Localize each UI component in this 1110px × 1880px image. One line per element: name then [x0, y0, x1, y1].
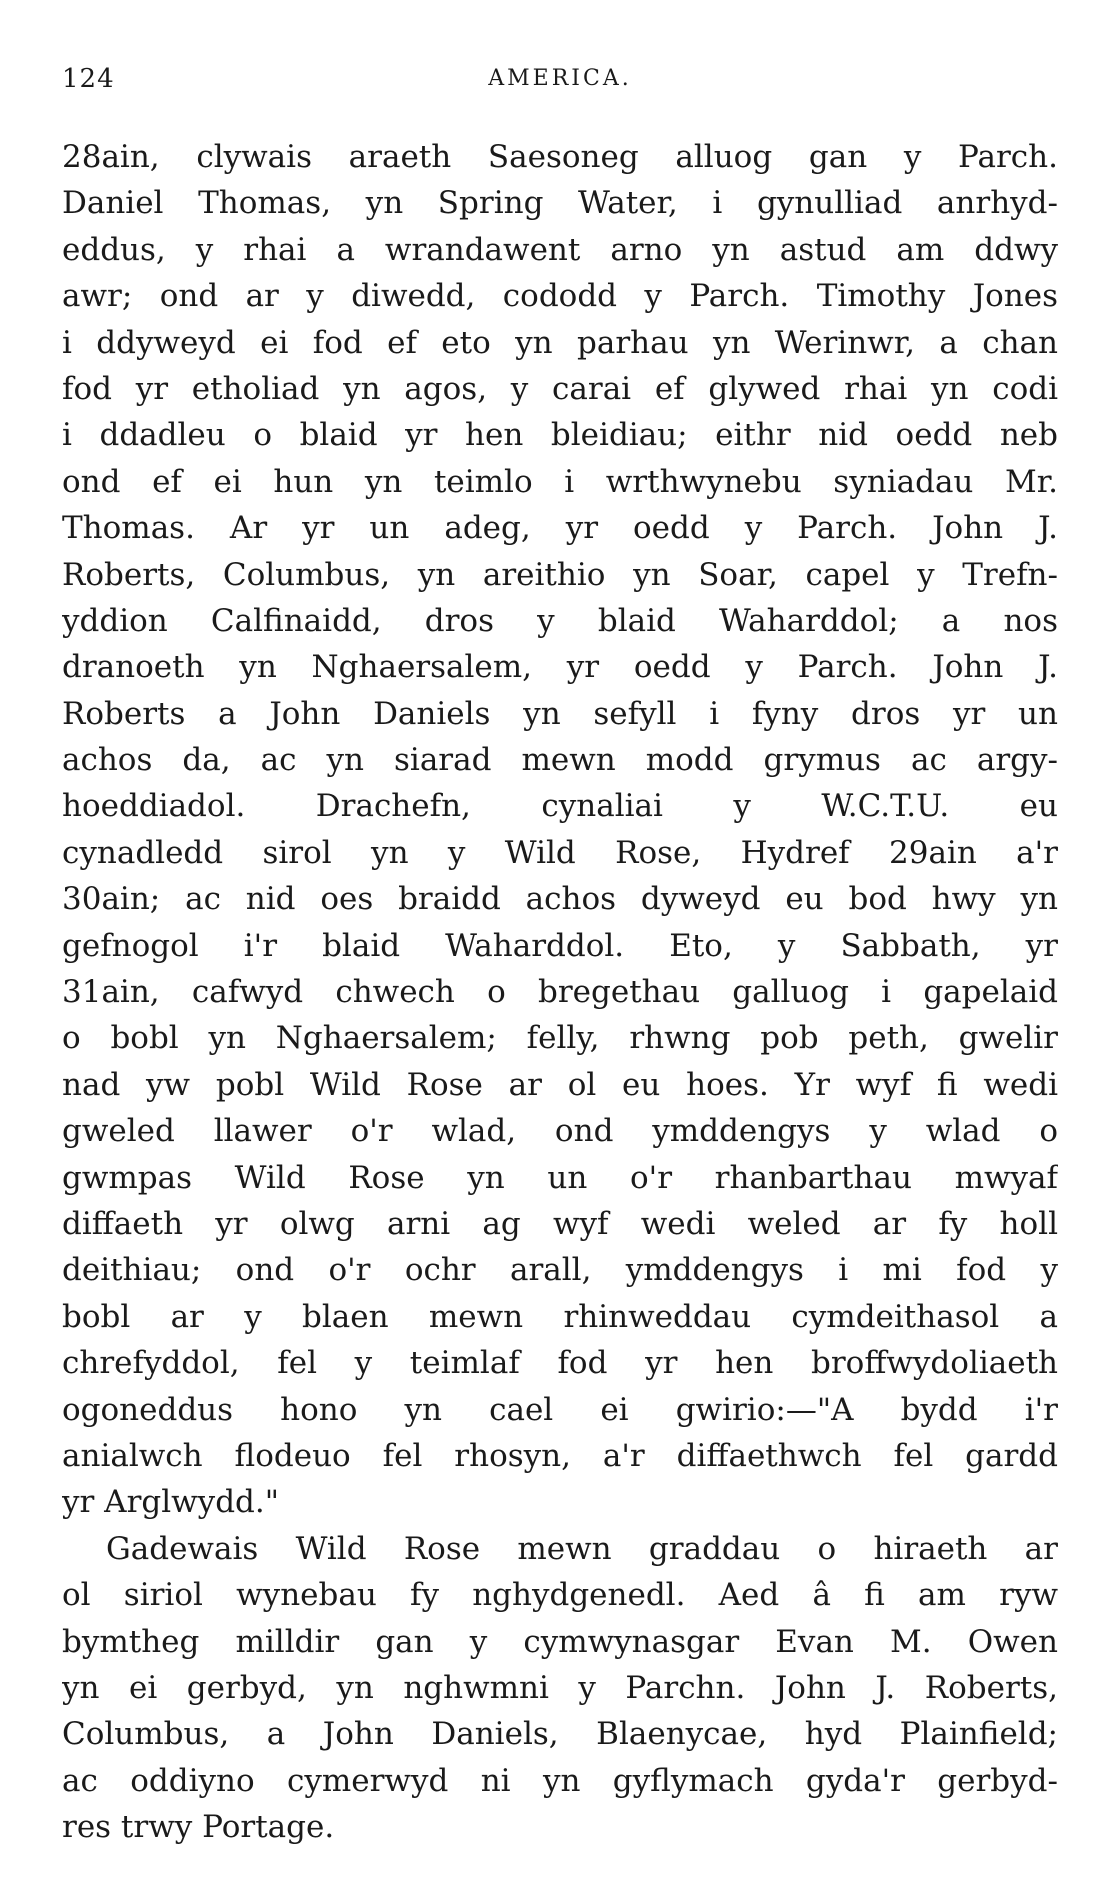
text-line: Columbus, a John Daniels, Blaenycae, hyd Plainfield;	[62, 1716, 1058, 1753]
body-text	[62, 134, 1058, 1850]
text-line: hoeddiadol. Drachefn, cynaliai y W.C.T.U. eu	[62, 788, 1058, 825]
text-line: cynadledd sirol yn y Wild Rose, Hydref 29ain a'r	[62, 834, 1058, 871]
text-line: Roberts a John Daniels yn sefyll i fyny dros yr un	[62, 695, 1058, 732]
text-line: gefnogol i'r blaid Waharddol. Eto, y Sabbath, yr	[62, 927, 1058, 964]
text-line: ogoneddus hono yn cael ei gwirio:—"A bydd i'r	[62, 1391, 1058, 1428]
text-line: awr; ond ar y diwedd, cododd y Parch. Timothy Jones	[62, 278, 1058, 315]
running-head	[62, 64, 1058, 100]
text-line: 31ain, cafwyd chwech o bregethau galluog i gapelaid	[62, 974, 1058, 1011]
text-line: bymtheg milldir gan y cymwynasgar Evan M. Owen	[62, 1623, 1058, 1660]
text-line: chrefyddol, fel y teimlaf fod yr hen broffwydoliaeth	[62, 1345, 1058, 1382]
text-line: gwmpas Wild Rose yn un o'r rhanbarthau mwyaf	[62, 1159, 1058, 1196]
text-line: yn ei gerbyd, yn nghwmni y Parchn. John J. Roberts,	[62, 1669, 1058, 1706]
text-line: gweled llawer o'r wlad, ond ymddengys y wlad o	[62, 1113, 1058, 1150]
text-line: anialwch flodeuo fel rhosyn, a'r diffaethwch fel gardd	[62, 1437, 1058, 1474]
paragraph-end-line: yr Arglwydd."	[62, 1484, 279, 1521]
page-number: 124	[62, 64, 115, 94]
text-line: 30ain; ac nid oes braidd achos dyweyd eu bod hwy yn	[62, 881, 1058, 918]
text-line: fod yr etholiad yn agos, y carai ef glywed rhai yn codi	[62, 370, 1058, 407]
paragraph-start-line: Gadewais Wild Rose mewn graddau o hiraeth ar	[106, 1530, 1058, 1567]
text-line: bobl ar y blaen mewn rhinweddau cymdeithasol a	[62, 1298, 1058, 1335]
paragraph-end-line: res trwy Portage.	[62, 1809, 335, 1846]
text-line: o bobl yn Nghaersalem; felly, rhwng pob peth, gwelir	[62, 1020, 1058, 1057]
text-line: ond ef ei hun yn teimlo i wrthwynebu syniadau Mr.	[62, 463, 1058, 500]
text-line: 28ain, clywais araeth Saesoneg alluog gan y Parch.	[62, 139, 1058, 175]
text-line: i ddadleu o blaid yr hen bleidiau; eithr nid oedd neb	[62, 417, 1058, 454]
text-line: deithiau; ond o'r ochr arall, ymddengys i mi fod y	[62, 1252, 1058, 1289]
text-line: ac oddiyno cymerwyd ni yn gyflymach gyda'r gerbyd-	[62, 1762, 1058, 1799]
text-line: yddion Calfinaidd, dros y blaid Waharddol; a nos	[62, 602, 1058, 639]
text-line: diffaeth yr olwg arni ag wyf wedi weled ar fy holl	[62, 1205, 1058, 1242]
running-title: AMERICA.	[488, 66, 632, 91]
text-line: dranoeth yn Nghaersalem, yr oedd y Parch. John J.	[62, 649, 1058, 686]
text-line: Daniel Thomas, yn Spring Water, i gynulliad anrhyd-	[62, 185, 1058, 222]
text-line: nad yw pobl Wild Rose ar ol eu hoes. Yr wyf fi wedi	[62, 1066, 1058, 1103]
text-line: ol siriol wynebau fy nghydgenedl. Aed â fi am ryw	[62, 1577, 1058, 1614]
text-line: eddus, y rhai a wrandawent arno yn astud am ddwy	[62, 231, 1058, 268]
text-line: i ddyweyd ei fod ef eto yn parhau yn Werinwr, a chan	[62, 324, 1058, 361]
text-line: achos da, ac yn siarad mewn modd grymus ac argy-	[62, 742, 1058, 779]
text-line: Thomas. Ar yr un adeg, yr oedd y Parch. John J.	[62, 510, 1058, 547]
text-line: Roberts, Columbus, yn areithio yn Soar, capel y Trefn-	[62, 556, 1058, 593]
